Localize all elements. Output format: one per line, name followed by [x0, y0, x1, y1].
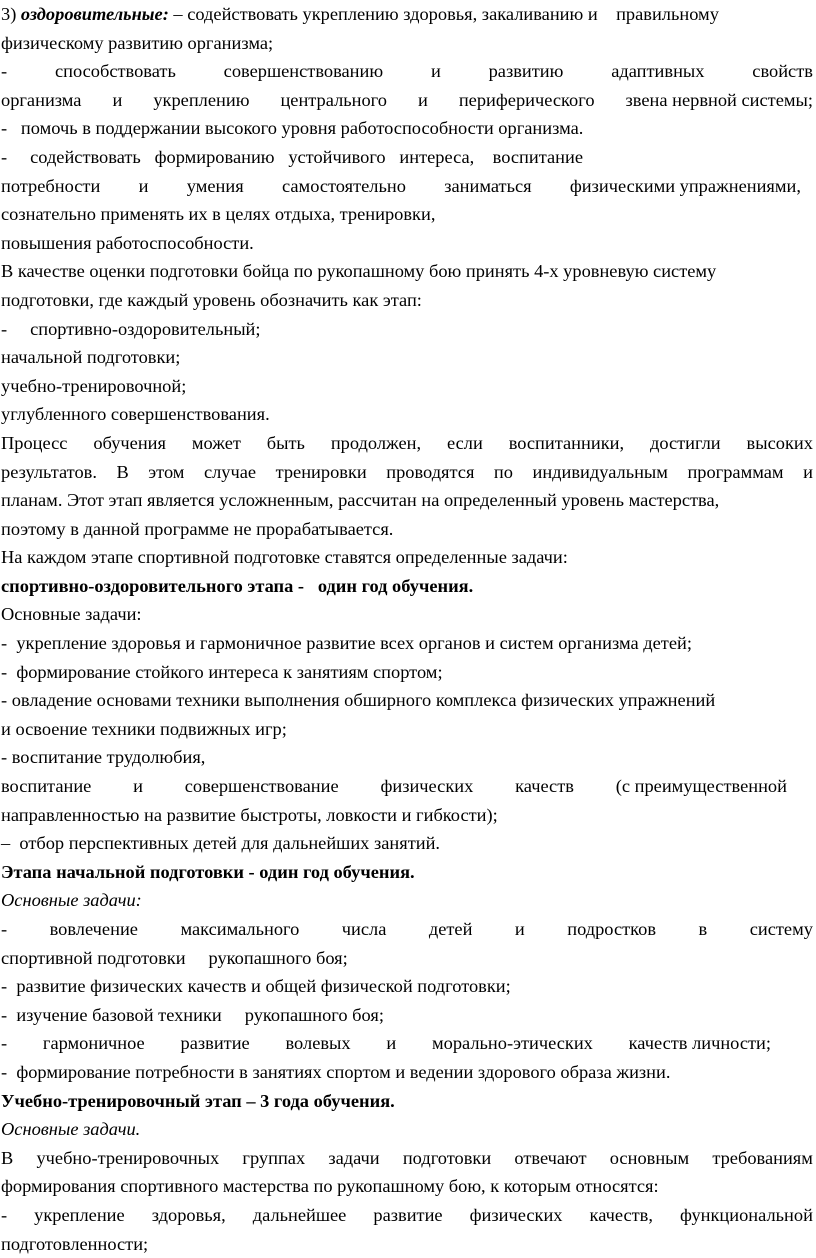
word: воспитание: [1, 776, 92, 797]
line-15: углубленного совершенствования.: [1, 404, 270, 425]
word: -: [1, 919, 8, 939]
word: укреплению: [153, 89, 250, 110]
word: Процесс: [1, 432, 68, 453]
line-43: [1, 1201, 813, 1230]
word: здоровья,: [151, 1204, 226, 1225]
line-8: сознательно применять их в целях отдыха, тренировки,: [1, 204, 436, 225]
line-24: - формирование стойкого интереса к занятиям спортом;: [1, 661, 443, 682]
word: -: [1, 1204, 8, 1225]
line-1-text: – содействовать укреплению здоровья, закаливанию и правильному: [168, 4, 719, 24]
word: функциональной: [680, 1204, 813, 1225]
line-12: - спортивно-оздоровительный;: [1, 318, 261, 339]
line-28: [1, 772, 787, 801]
word: и: [430, 61, 441, 82]
word: задачи: [328, 1147, 380, 1168]
word: подростков: [567, 919, 657, 939]
word: если: [446, 432, 483, 453]
line-22: Основные задачи:: [1, 604, 142, 625]
line-35: - развитие физических качеств и общей физической подготовки;: [1, 976, 511, 997]
word: совершенствование: [184, 776, 339, 797]
word: тренировки: [275, 461, 367, 482]
word: максимального: [180, 919, 300, 939]
word: продолжен,: [330, 432, 422, 453]
word: и: [514, 919, 525, 939]
word: периферического: [458, 89, 595, 110]
line-14: учебно-тренировочной;: [1, 375, 187, 396]
line-18: планам. Этот этап является усложненным, рассчитан на определенный уровень мастерства,: [1, 490, 720, 511]
word: развитие: [373, 1204, 443, 1225]
line-36: - изучение базовой техники рукопашного боя;: [1, 1004, 384, 1025]
word: учебно-тренировочных: [36, 1147, 220, 1168]
word: волевых: [285, 1033, 351, 1054]
heading-initial-stage: Этапа начальной подготовки - один год обучения.: [1, 861, 415, 882]
word: основным: [609, 1147, 690, 1168]
word: свойств: [752, 61, 813, 82]
word: адаптивных: [611, 61, 705, 82]
word: обучения: [93, 432, 166, 453]
line-2: физическому развитию организма;: [1, 32, 274, 53]
line-26: и освоение техники подвижных игр;: [1, 718, 287, 739]
line-44: подготовленности;: [1, 1233, 149, 1254]
word: программам: [687, 461, 784, 482]
line-7: [1, 172, 801, 201]
word: высоких: [746, 432, 813, 453]
word: систему: [749, 919, 813, 939]
word: умения: [186, 175, 244, 196]
word: потребности: [1, 175, 101, 196]
word: по: [493, 461, 513, 482]
line-13: начальной подготовки;: [1, 347, 181, 368]
word: заниматься: [444, 175, 532, 196]
line-29: направленностью на развитие быстроты, ловкости и гибкости);: [1, 804, 498, 825]
word: организма: [1, 89, 82, 110]
line-30: – отбор перспективных детей для дальнейших занятий.: [1, 833, 441, 854]
word: качеств: [515, 776, 574, 797]
line-25: - овладение основами техники выполнения обширного комплекса физических упражнений: [1, 690, 716, 711]
word: гармоничное: [42, 1033, 145, 1054]
word: случае: [203, 461, 257, 482]
line-11: подготовки, где каждый уровень обозначить как этап:: [1, 289, 422, 310]
word: совершенствованию: [223, 61, 384, 82]
line-4: [1, 86, 813, 115]
word: этом: [148, 461, 185, 482]
word: -: [1, 61, 8, 82]
word: быть: [266, 432, 305, 453]
line-23: - укрепление здоровья и гармоничное развитие всех органов и систем организма детей;: [1, 633, 692, 654]
line-10: В качестве оценки подготовки бойца по рукопашному бою принять 4-х уровневую систему: [1, 261, 717, 282]
word: развитию: [488, 61, 564, 82]
line-17: [1, 458, 813, 487]
word: и: [803, 461, 813, 482]
word: числа: [341, 919, 387, 939]
line-37: [1, 1029, 771, 1058]
word: звена нервной системы;: [625, 89, 813, 110]
word: требованиям: [712, 1147, 813, 1168]
word: самостоятельно: [282, 175, 406, 196]
line-40: Основные задачи.: [1, 1119, 141, 1140]
word: в: [698, 919, 708, 939]
word: физическими упражнениями,: [569, 175, 801, 196]
word: качеств личности;: [628, 1033, 771, 1054]
word: способствовать: [54, 61, 176, 82]
line-9: повышения работоспособности.: [1, 232, 254, 253]
word: проводятся: [386, 461, 475, 482]
word: физических: [469, 1204, 563, 1225]
word: развитие: [180, 1033, 250, 1054]
word: может: [191, 432, 241, 453]
heading-sport-health-stage: спортивно-оздоровительного этапа - один год обучения.: [1, 575, 474, 596]
line-42: формирования спортивного мастерства по рукопашному бою, к которым относятся:: [1, 1176, 659, 1197]
word: подготовки: [402, 1147, 492, 1168]
line-19: поэтому в данной программе не прорабатывается.: [1, 518, 394, 539]
line-38: - формирование потребности в занятиях спортом и ведении здорового образа жизни.: [1, 1061, 671, 1082]
term-health: оздоровительные:: [20, 4, 169, 24]
word: В: [116, 461, 129, 482]
word: группах: [242, 1147, 306, 1168]
line-5: - помочь в поддержании высокого уровня работоспособности организма.: [1, 118, 584, 139]
line-41: [1, 1144, 813, 1173]
line-20: На каждом этапе спортивной подготовке ставятся определенные задачи:: [1, 547, 568, 568]
word: воспитанники,: [508, 432, 625, 453]
word: достигли: [649, 432, 721, 453]
word: качеств,: [589, 1204, 653, 1225]
heading-training-stage: Учебно-тренировочный этап – 3 года обучения.: [1, 1090, 395, 1111]
word: дальнейшее: [252, 1204, 347, 1225]
word: детей: [428, 919, 473, 939]
word: отвечают: [514, 1147, 587, 1168]
word: В: [1, 1147, 14, 1168]
word: и: [133, 776, 143, 797]
line-3: [1, 57, 813, 86]
line-32: Основные задачи:: [1, 890, 142, 911]
line-16: [1, 429, 813, 458]
word: вовлечение: [49, 919, 138, 939]
word: индивидуальным: [532, 461, 668, 482]
line-34: спортивной подготовки рукопашного боя;: [1, 947, 348, 968]
word: результатов.: [1, 461, 97, 482]
word: физических: [380, 776, 474, 797]
word: и: [138, 175, 149, 196]
word: морально-этических: [432, 1033, 593, 1054]
word: и: [386, 1033, 397, 1054]
word: центрального: [280, 89, 387, 110]
line-1: [1, 0, 816, 29]
word: -: [1, 1033, 8, 1054]
list-number: 3): [1, 4, 21, 24]
word: и: [112, 89, 123, 110]
word: (с преимущественной: [615, 776, 787, 797]
line-27: - воспитание трудолюбия,: [1, 747, 206, 768]
line-6: - содействовать формированию устойчивого интереса, воспитание: [1, 146, 583, 167]
word: укрепление: [34, 1204, 125, 1225]
line-33: [1, 915, 813, 944]
word: и: [417, 89, 428, 110]
